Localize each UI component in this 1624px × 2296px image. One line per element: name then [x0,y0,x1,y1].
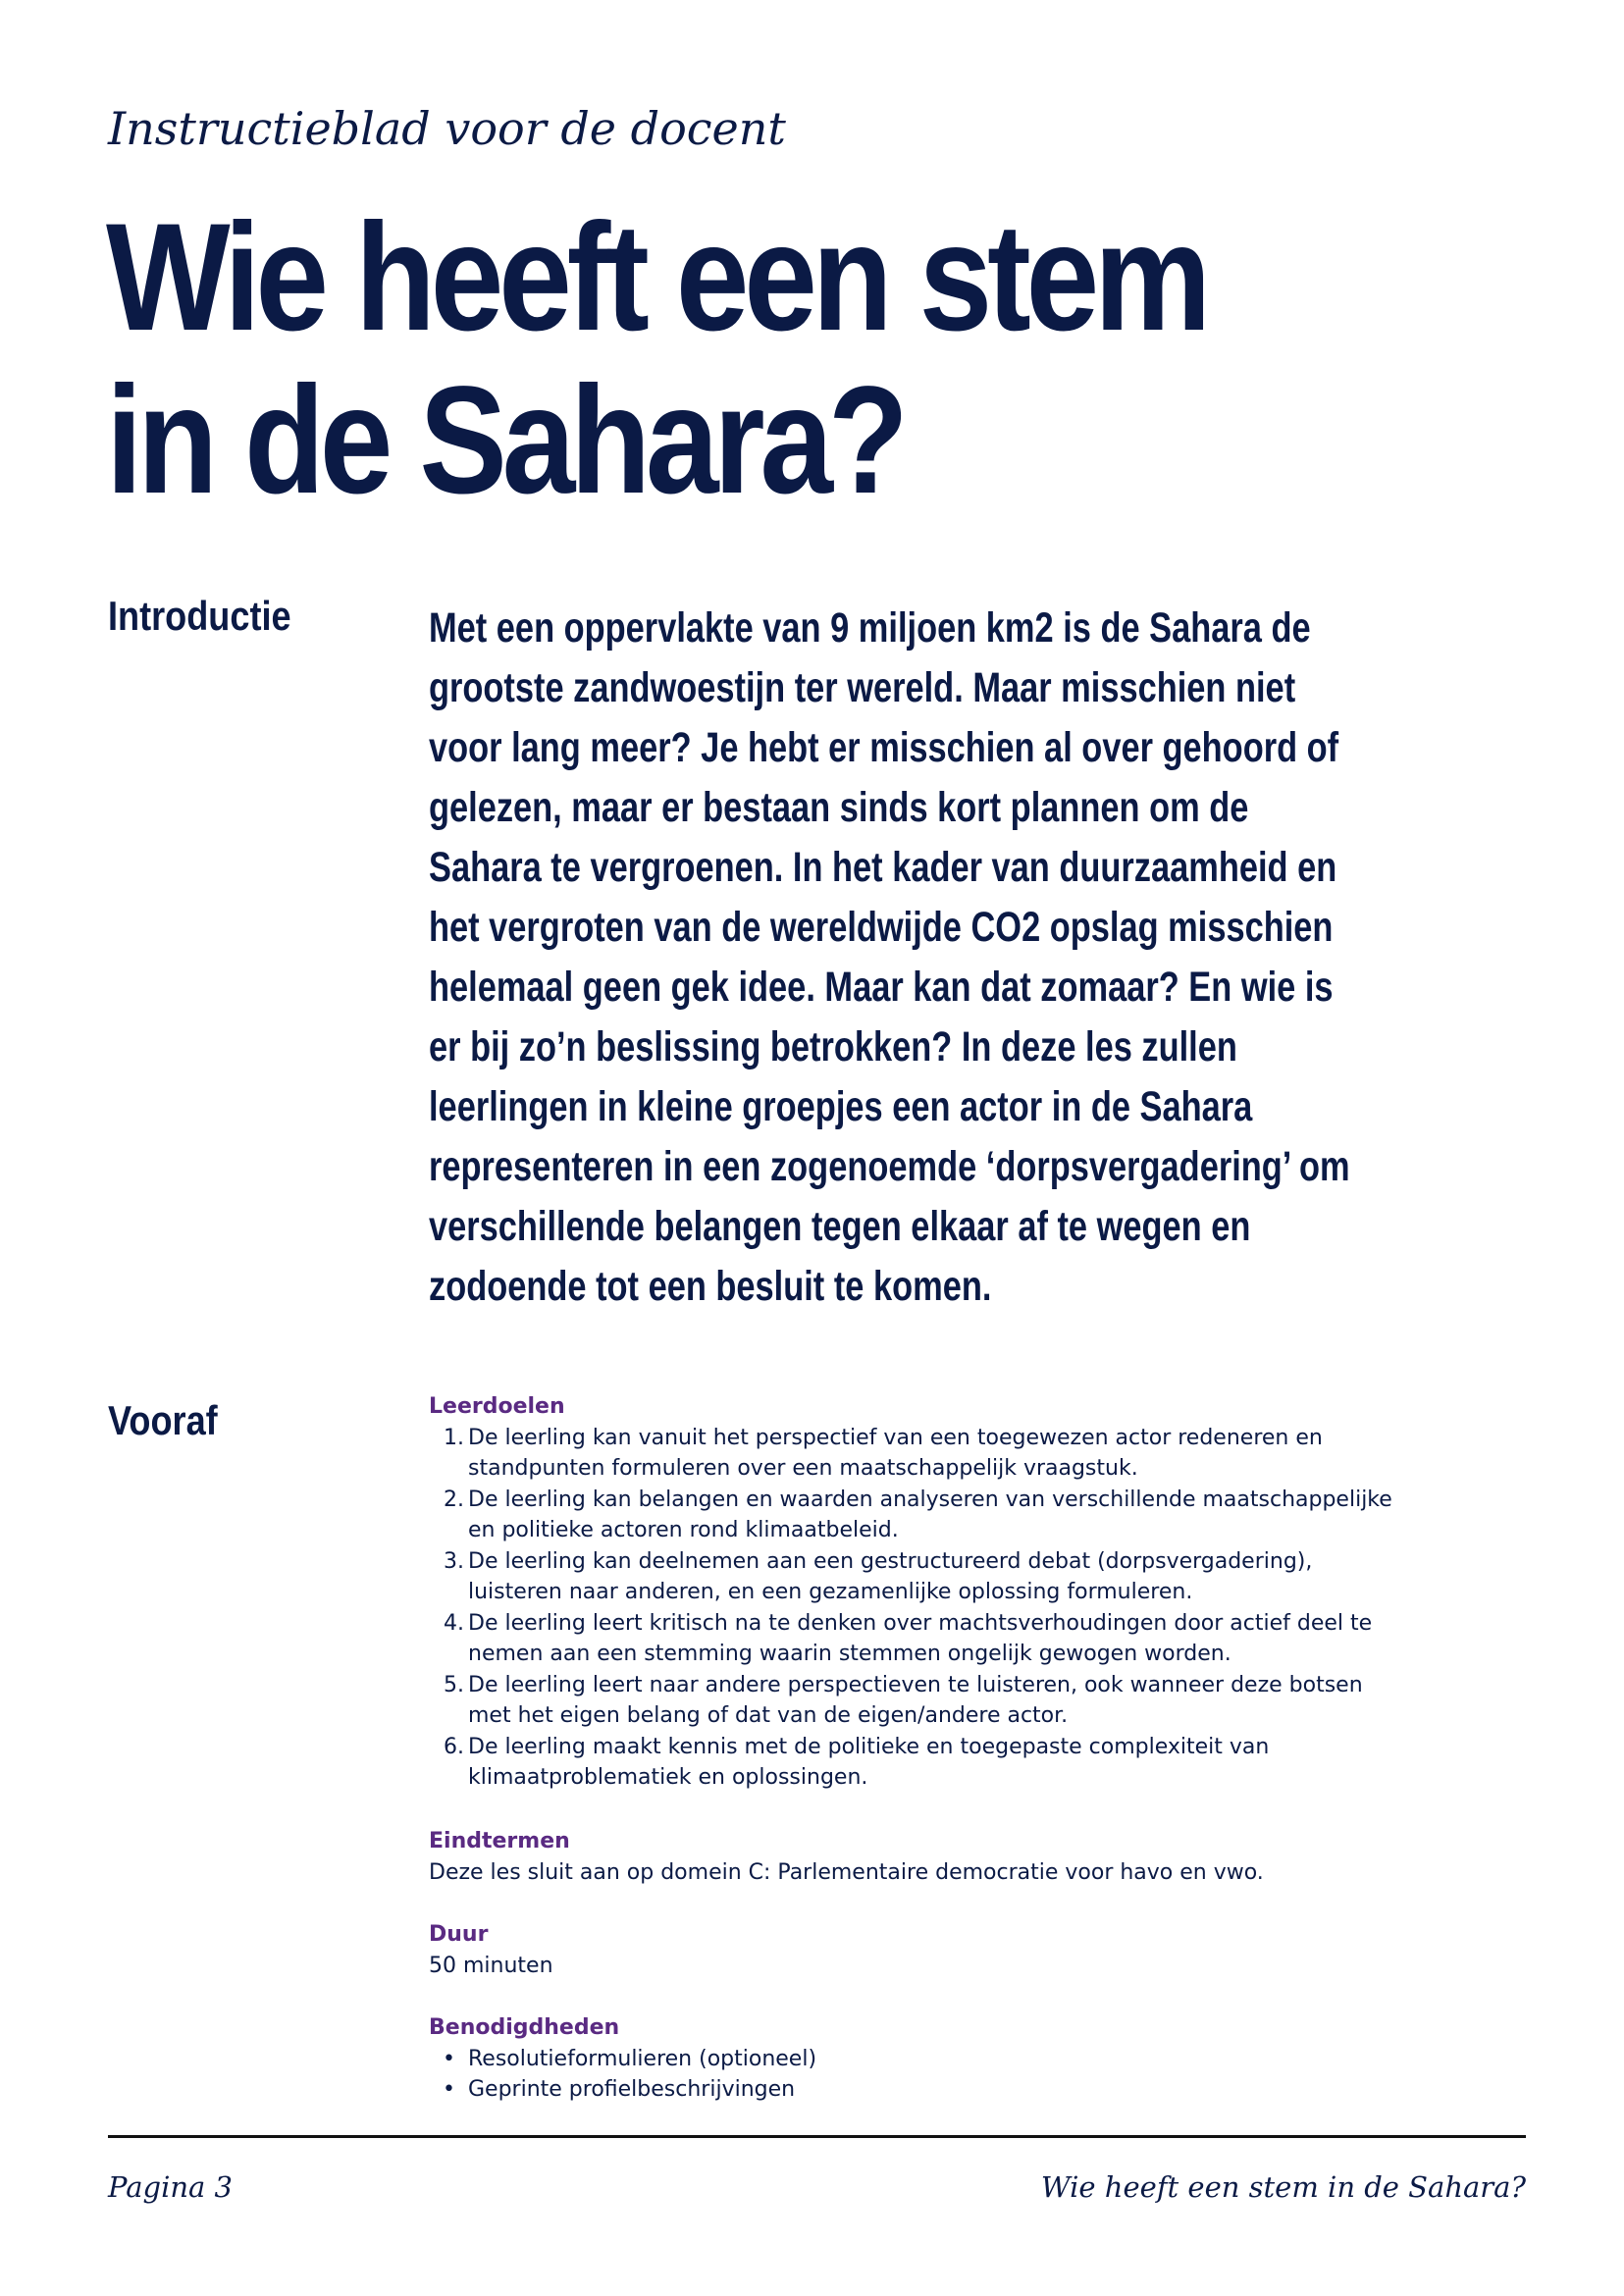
list-item-text: De leerling kan deelnemen aan een gestructureerd debat (dorpsvergadering), luisteren naar anderen, en een gezamenlijke oplossing formuleren. [468,1548,1313,1604]
leerdoelen-section [429,1391,1410,1794]
footer-page-number: Pagina 3 [108,2170,233,2204]
list-item [429,1485,1410,1546]
duur-section [429,1919,1410,1981]
list-item-number: 4. [444,1610,464,1636]
benodigdheden-heading: Benodigdheden [429,2015,620,2040]
list-item-number: 3. [444,1548,464,1574]
eindtermen-heading: Eindtermen [429,1829,570,1853]
list-item-number: 6. [444,1734,464,1759]
leerdoelen-list [429,1423,1410,1794]
section-label-vooraf: Vooraf [108,1397,218,1443]
list-item-text: De leerling maakt kennis met de politieke en toegepaste complexiteit van klimaatproblematiek en oplossingen. [468,1734,1270,1790]
eindtermen-section [429,1826,1410,1888]
page-kicker: Instructieblad voor de docent [108,102,786,155]
eindtermen-text: Deze les sluit aan op domein C: Parlementaire democratie voor havo en vwo. [429,1859,1264,1885]
benodigdheden-list [429,2044,1410,2106]
list-item-text: De leerling leert naar andere perspectieven te luisteren, ook wanneer deze botsen met het eigen belang of dat van de eigen/andere actor. [468,1672,1363,1728]
section-label-introductie: Introductie [108,593,291,639]
list-item: • Resolutieformulieren (optioneel) [429,2044,1410,2075]
benodigdheden-section [429,2012,1410,2106]
list-item [429,1423,1410,1485]
introduction-text: Met een oppervlakte van 9 miljoen km2 is de Sahara de grootste zandwoestijn ter wereld. Maar misschien niet voor lang meer? Je hebt er misschien al over gehoord of gelezen, maar er bestaan sinds kort plannen om de Sahara te vergroenen. In het kader van duurzaamheid en het vergroten van de wereldwijde CO2 opslag misschien helemaal geen gek idee. Maar kan dat zomaar? En wie is er bij zo’n beslissing betrokken? In deze les zullen leerlingen in kleine groepjes een actor in de Sahara representeren in een zogenoemde ‘dorpsvergadering’ om verschillende belangen tegen elkaar af te wegen en zodoende tot een besluit te komen. [429,604,1350,1310]
list-item [429,1546,1410,1608]
duur-text: 50 minuten [429,1953,553,1978]
list-item [429,1732,1410,1794]
list-item-number: 5. [444,1672,464,1697]
list-item-text: De leerling kan vanuit het perspectief van een toegewezen actor redeneren en standpunten formuleren over een maatschappelijk vraagstuk. [468,1425,1323,1481]
list-item [429,1670,1410,1732]
footer-document-title: Wie heeft een stem in de Sahara? [1040,2170,1526,2204]
footer-divider [108,2135,1526,2138]
list-item: • Geprinte profielbeschrijvingen [429,2074,1410,2106]
page-title: Wie heeft een stem in de Sahara? [106,192,1207,526]
duur-heading: Duur [429,1922,489,1947]
list-item [429,1608,1410,1670]
list-item-number: 2. [444,1487,464,1512]
leerdoelen-heading: Leerdoelen [429,1394,565,1419]
list-item-text: De leerling leert kritisch na te denken over machtsverhoudingen door actief deel te nemen aan een stemming waarin stemmen ongelijk gewogen worden. [468,1610,1373,1666]
list-item-text: De leerling kan belangen en waarden analyseren van verschillende maatschappelijke en politieke actoren rond klimaatbeleid. [468,1487,1392,1542]
list-item-number: 1. [444,1425,464,1450]
